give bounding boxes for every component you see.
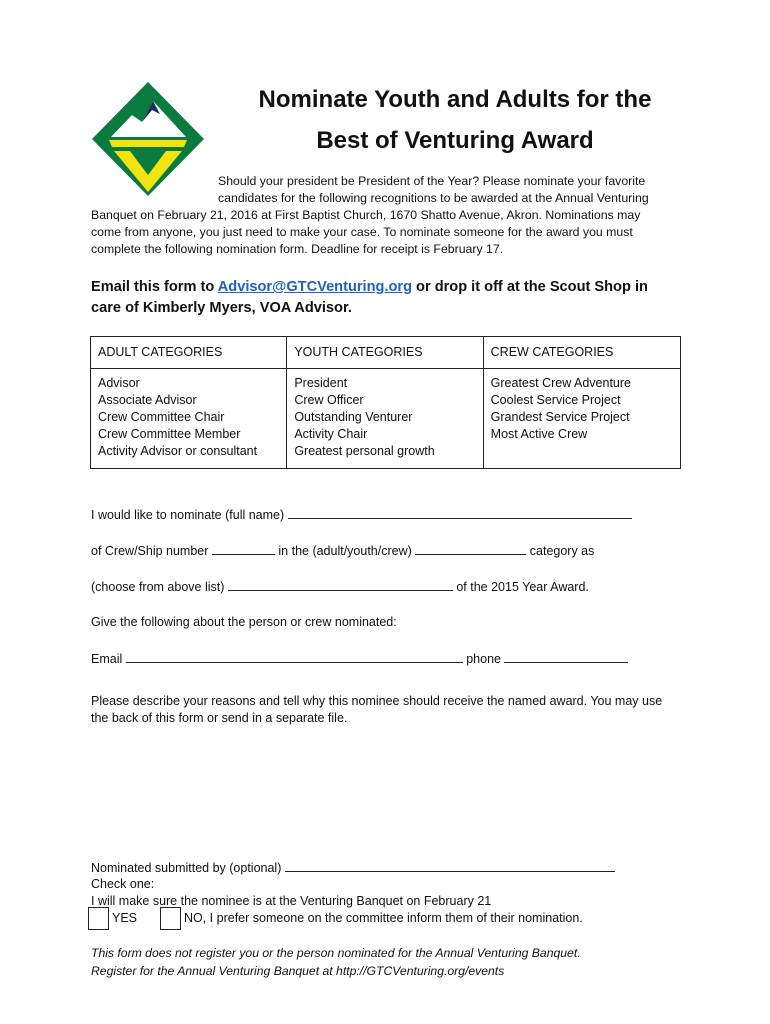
email-label: Email [91, 652, 123, 666]
intro-line: Should your president be President of the Year? Please nominate your favorite [218, 174, 646, 188]
category-item: Outstanding Venturer [294, 410, 413, 424]
yes-label: YES [112, 910, 138, 925]
no-label: NO, I prefer someone on the committee inform them of their nomination. [183, 910, 583, 925]
email-instruction-prefix: Email this form to [91, 279, 218, 295]
choose-label: (choose from above list) [91, 580, 225, 594]
category-item: Associate Advisor [98, 393, 197, 407]
submitted-by-label: Nominated submitted by (optional) [91, 861, 282, 875]
category-item: Advisor [98, 376, 140, 390]
email-instruction [91, 277, 691, 319]
crew-line [91, 542, 594, 560]
phone-label: phone [466, 652, 501, 666]
banquet-statement: I will make sure the nominee is at the Venturing Banquet on February 21 [91, 894, 492, 908]
award-year-label: of the 2015 Year Award. [456, 580, 589, 594]
nominate-line [91, 506, 632, 524]
intro-block [91, 207, 691, 258]
category-item: President [294, 376, 348, 390]
reasons-instructions: Please describe your reasons and tell why this nominee should receive the named award. You may use the back of this form or send in a separate file. [91, 694, 663, 725]
nominee-name-field[interactable] [288, 506, 632, 519]
youth-categories-cell [287, 369, 483, 469]
intro-line: complete the following nomination form. Deadline for receipt is February 17. [91, 242, 504, 256]
intro-line: Banquet on February 21, 2016 at First Baptist Church, 1670 Shatto Avenue, Akron. Nominations may [91, 208, 641, 222]
attendance-options [88, 907, 583, 930]
advisor-email-link[interactable]: Advisor@GTCVenturing.org [217, 279, 412, 295]
check-one-label: Check one: [91, 877, 155, 891]
page-title-line-2: Best of Venturing Award [316, 127, 594, 154]
adult-categories-cell [91, 369, 287, 469]
footer-note-line-1: This form does not register you or the person nominated for the Annual Venturing Banquet. [91, 946, 581, 960]
category-item: Crew Committee Member [98, 427, 241, 441]
category-item: Most Active Crew [490, 427, 588, 441]
categories-body-row [91, 369, 681, 469]
category-item: Crew Officer [294, 393, 364, 407]
crew-categories-cell [483, 369, 680, 469]
give-info-label: Give the following about the person or crew nominated: [91, 615, 397, 629]
crew-number-label: of Crew/Ship number [91, 544, 209, 558]
no-checkbox[interactable] [160, 907, 181, 930]
category-item: Activity Advisor or consultant [98, 444, 258, 458]
email-field[interactable] [126, 650, 463, 663]
footer-note-line-2: Register for the Annual Venturing Banquet at http://GTCVenturing.org/events [91, 964, 505, 978]
intro-line: candidates for the following recognitions to be awarded at the Annual Venturing [218, 191, 649, 205]
nominate-label: I would like to nominate (full name) [91, 508, 285, 522]
yes-checkbox[interactable] [88, 907, 109, 930]
submitted-by-field[interactable] [285, 859, 615, 872]
category-item: Activity Chair [294, 427, 368, 441]
choose-line [91, 578, 589, 596]
intro-line: come from anyone, you just need to make your case. To nominate someone for the award you must [91, 225, 633, 239]
categories-header-row [91, 337, 681, 369]
crew-number-field[interactable] [212, 542, 275, 555]
category-as-label: category as [529, 544, 595, 558]
contact-line [91, 650, 628, 668]
nominee-type-field[interactable] [415, 542, 526, 555]
category-item: Greatest personal growth [294, 444, 435, 458]
logo-v-bar [109, 140, 187, 147]
venturing-logo [90, 80, 206, 198]
award-category-field[interactable] [228, 578, 453, 591]
page-title-line-1: Nominate Youth and Adults for the [258, 86, 652, 113]
nominee-type-label: in the (adult/youth/crew) [278, 544, 412, 558]
categories-table [90, 336, 681, 469]
reasons-area[interactable] [91, 730, 681, 855]
youth-categories-header: YOUTH CATEGORIES [287, 337, 483, 369]
category-item: Crew Committee Chair [98, 410, 225, 424]
phone-field[interactable] [504, 650, 628, 663]
adult-categories-header: ADULT CATEGORIES [91, 337, 287, 369]
email-instruction-suffix: or drop it off at the Scout Shop in [412, 279, 648, 295]
crew-categories-header: CREW CATEGORIES [483, 337, 680, 369]
email-instruction-line-2: care of Kimberly Myers, VOA Advisor. [91, 300, 352, 316]
category-item: Coolest Service Project [490, 393, 621, 407]
category-item: Greatest Crew Adventure [490, 376, 632, 390]
category-item: Grandest Service Project [490, 410, 630, 424]
submitted-by-line [91, 859, 615, 877]
intro-block-indented [218, 173, 688, 207]
